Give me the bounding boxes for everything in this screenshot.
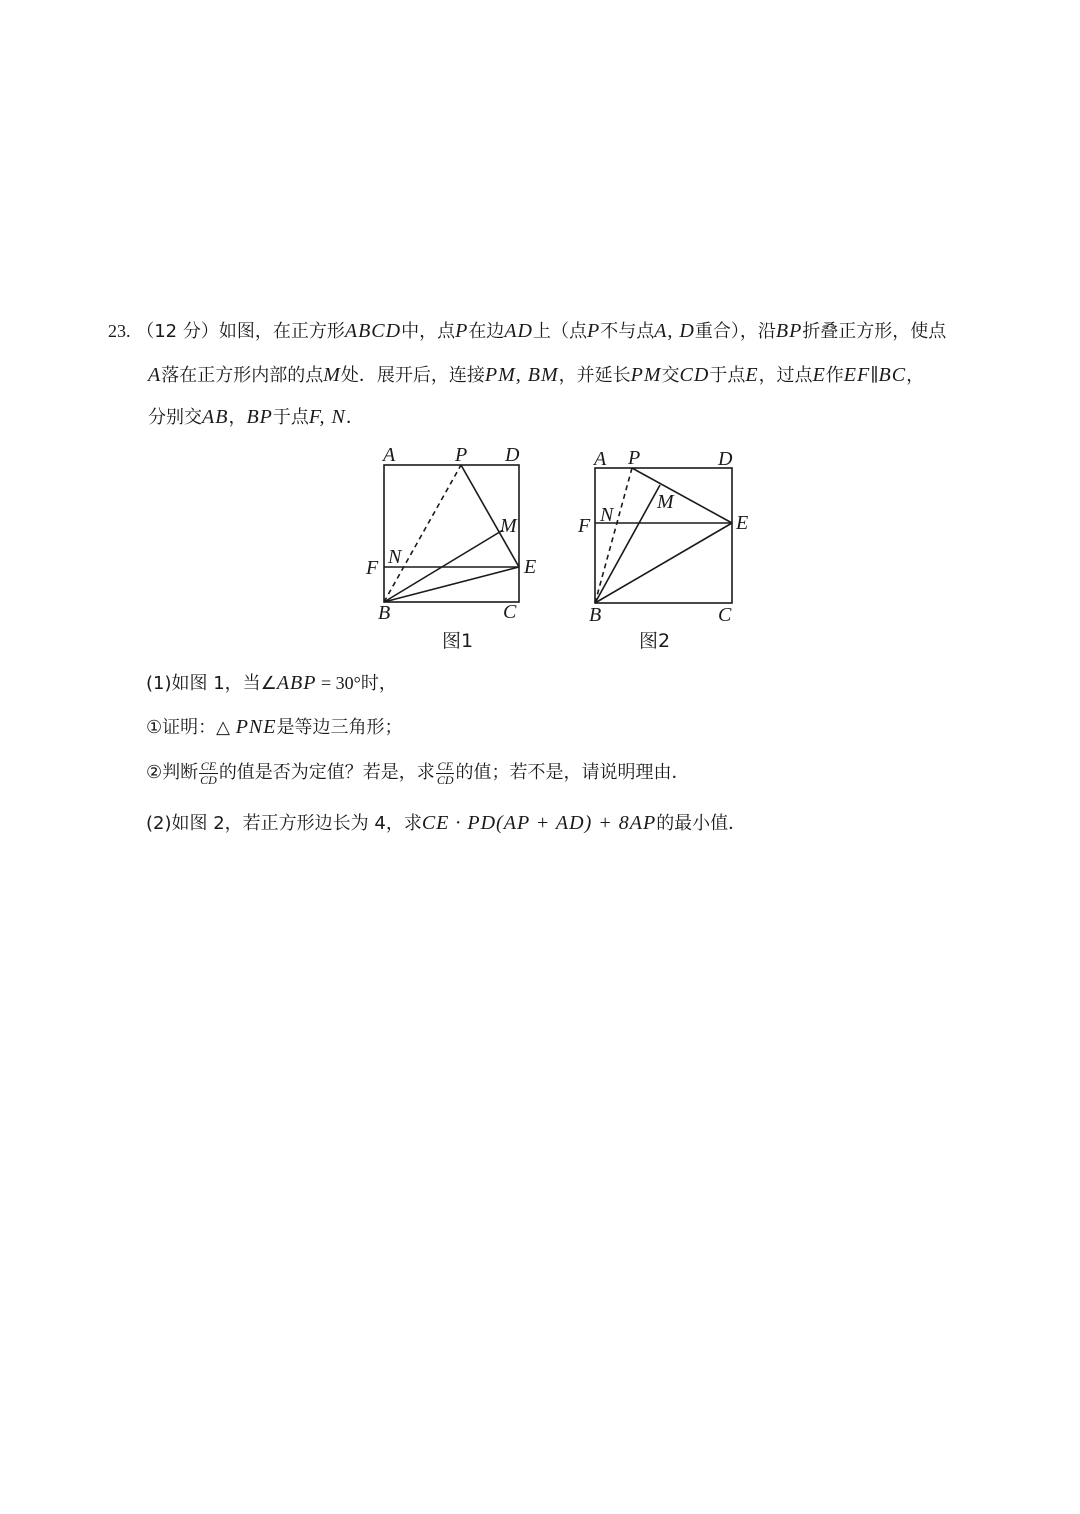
math: BC: [878, 364, 907, 386]
label-m: M: [500, 515, 517, 537]
text: 上（点: [532, 321, 587, 342]
text: ，过点: [758, 365, 813, 386]
math: A: [148, 364, 162, 386]
text: 作: [825, 365, 844, 386]
problem-score: （12 分）: [136, 321, 219, 342]
text: = 30°时，: [316, 673, 397, 693]
text: 的值是否为定值？若是，求: [218, 762, 435, 783]
label-n: N: [388, 546, 402, 568]
text: ．: [345, 407, 364, 428]
math: EF: [843, 364, 871, 386]
math: AD: [504, 320, 533, 342]
text: 如图，在正方形: [218, 321, 345, 342]
math: CE · PD(AP + AD) + 8AP: [421, 812, 657, 834]
text: 分别交: [148, 407, 202, 428]
math: ABP: [276, 672, 317, 694]
segment-be-fig2: [595, 523, 732, 603]
question-1-part-1: [146, 710, 402, 745]
question-1: [146, 666, 397, 701]
label-d: D: [505, 444, 520, 466]
figure-1: [384, 465, 519, 602]
figure-2-caption: 图2: [639, 630, 671, 652]
fraction-numerator: CE: [437, 758, 453, 773]
label-c: C: [718, 604, 732, 626]
math: AB: [202, 406, 229, 428]
math: ABCD: [344, 320, 402, 342]
text: 是等边三角形；: [276, 717, 403, 738]
math: E: [745, 364, 759, 386]
math: P: [455, 320, 469, 342]
math: M: [323, 364, 341, 386]
text: 交: [661, 365, 680, 386]
label-p: P: [628, 447, 641, 469]
text: 中，点: [401, 321, 456, 342]
label-m: M: [657, 491, 674, 513]
math: F, N: [308, 406, 346, 428]
label-p: P: [455, 444, 468, 466]
text: 在边: [468, 321, 505, 342]
segment-pe-fig2: [632, 468, 732, 523]
question-2: [146, 806, 746, 841]
text: 处．展开后，连接: [340, 365, 485, 386]
text: 的最小值．: [656, 813, 747, 834]
math: BP: [775, 320, 803, 342]
segment-bm-fig1: [384, 530, 503, 602]
text: ，: [228, 407, 247, 428]
question-1-part-2: [146, 756, 689, 790]
figure-2: [595, 468, 732, 603]
figure-1-caption: 图1: [442, 630, 474, 652]
label-c: C: [503, 601, 517, 623]
fraction-denominator: CD: [200, 772, 217, 787]
math: P: [586, 320, 601, 342]
label-f: F: [578, 515, 591, 537]
math: A, D: [654, 320, 695, 342]
label-d: D: [718, 448, 733, 470]
text: ，: [906, 365, 925, 386]
segment-be-fig1: [384, 567, 519, 602]
figure-2-labels: [577, 447, 748, 652]
fold-line-bp-fig1: [384, 465, 461, 602]
segment-bm-fig2: [595, 485, 660, 603]
label-f: F: [366, 557, 379, 579]
math: E: [812, 364, 826, 386]
label-a: A: [594, 448, 607, 470]
text: 于点: [272, 407, 309, 428]
text: 折叠正方形，使点: [802, 321, 947, 342]
problem-number: 23.: [108, 321, 131, 341]
text: 不与点: [600, 321, 655, 342]
fraction-ce-cd: [436, 760, 455, 787]
fold-line-bp-fig2: [595, 468, 632, 603]
fraction-numerator: CE: [200, 758, 217, 773]
math: BP: [246, 406, 273, 428]
text: (2)如图 2，若正方形边长为 4，求: [146, 813, 422, 834]
label-b: B: [589, 604, 602, 626]
label-a: A: [383, 444, 396, 466]
label-b: B: [378, 602, 391, 624]
text: 重合），沿: [694, 321, 776, 342]
math: PNE: [235, 716, 277, 738]
label-e: E: [736, 512, 749, 534]
label-e: E: [524, 556, 537, 578]
parallel-symbol: ∥: [870, 365, 879, 385]
label-n: N: [600, 504, 614, 526]
fraction-denominator: CD: [436, 772, 454, 787]
text: 于点: [709, 365, 746, 386]
text: ②判断: [146, 762, 199, 783]
math: PM, BM: [484, 364, 559, 386]
text: 的值；若不是，请说明理由．: [455, 762, 690, 783]
text: ，并延长: [558, 365, 631, 386]
fraction-ce-cd: [199, 760, 218, 787]
math: CD: [679, 364, 710, 386]
text: ①证明：△: [146, 717, 236, 738]
figure-1-labels: [365, 444, 536, 652]
math: PM: [630, 364, 662, 386]
text: 落在正方形内部的点: [161, 365, 324, 386]
text: (1)如图 1，当∠: [146, 673, 277, 694]
